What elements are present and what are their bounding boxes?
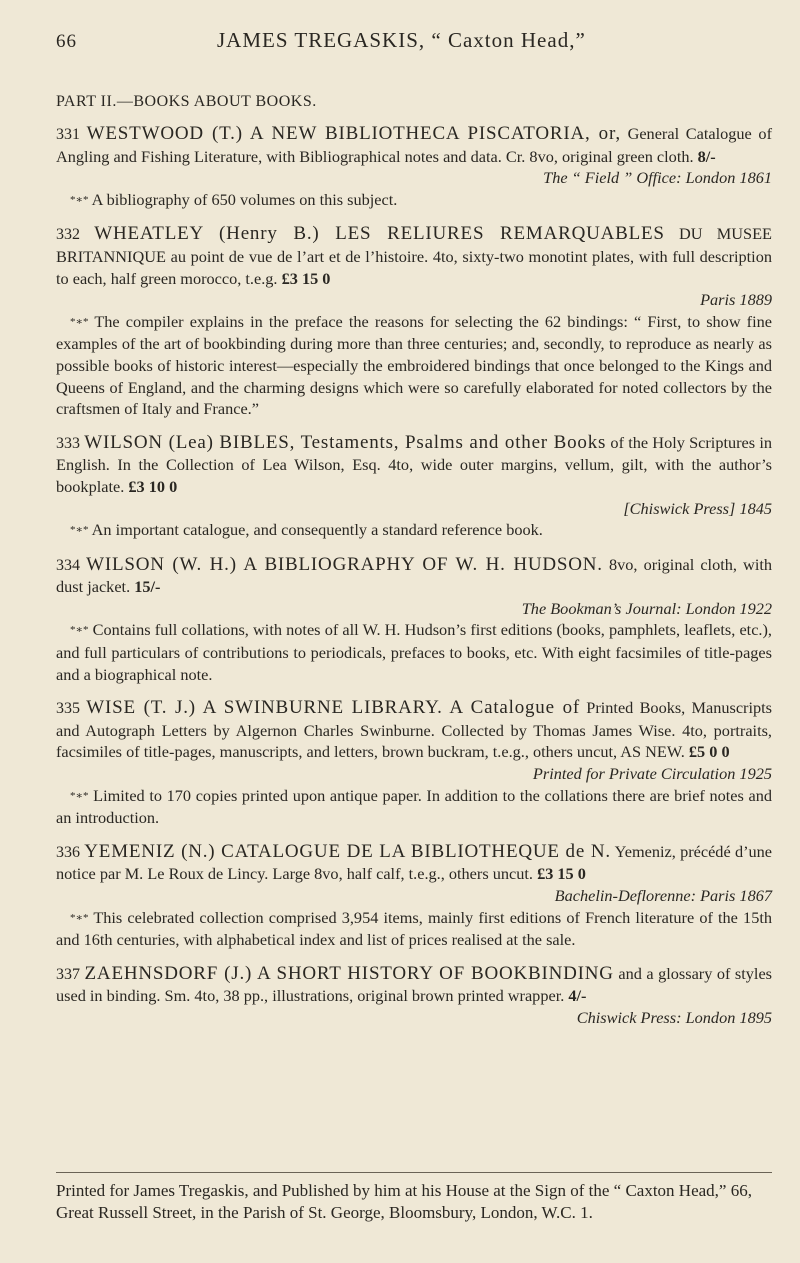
lot-number: 333 [56,434,80,452]
entry-note-text: This celebrated collection comprised 3,954 items, mainly first editions of French literature of the 15th and 16th centuries, with alphabetical index and list of prices realised at the sale. [56,907,772,950]
entry-imprint: The Bookman’s Journal: London 1922 [521,598,772,618]
entry-heading: YEMENIZ (N.) CATALOGUE DE LA BIBLIOTHEQUE de N. [84,840,611,862]
entry-imprint: Chiswick Press: London 1895 [576,1007,772,1027]
entry-note [56,619,772,685]
catalogue-entry [56,963,772,1029]
lot-number: 335 [56,700,80,718]
entry-price: £5 0 0 [688,742,730,762]
catalogue-entry [56,697,772,829]
part-title: PART II.—BOOKS ABOUT BOOKS. [56,93,317,110]
entries-list [56,123,772,1029]
entry-note [56,189,772,212]
lot-number: 334 [56,556,80,574]
entry-heading: ZAEHNSDORF (J.) A SHORT HISTORY OF BOOKBINDING [84,962,614,984]
entry-description: General Catalogue of Angling and Fishing Literature, with Bibliographical notes and data. Cr. 8vo, original green cloth. [56,124,772,166]
entry-note-text: An important catalogue, and consequently a standard reference book. [91,520,543,540]
entry-heading: WISE (T. J.) A SWINBURNE LIBRARY. A Catalogue of [86,697,581,719]
entry-price: 8/- [697,146,716,166]
entry-note-text: The compiler explains in the preface the reasons for selecting the 62 bindings: “ First, to show fine examples of the art of bookbinding during more than three centuries; and, secondly, to reproduce as nearly as possible books of historic interest—especially the embroidered bindings that once belonged to the Kings and Queens of England, and the charming designs which were so carefully elaborated for noted collectors by the craftsmen of Italy and France.” [56,311,772,419]
entry-price: £3 15 0 [281,268,331,288]
entry-description: 8vo, original cloth, with dust jacket. [56,554,773,597]
catalogue-entry [56,554,772,686]
entry-description: Printed Books, Manuscripts and Autograph Letters by Algernon Charles Swinburne. Collected by Thomas James Wise. 4to, portraits, facsimiles of title-pages, manuscripts, and letters, brown buckram, t.e.g., others uncut, AS NEW. [56,698,772,762]
page-header [56,28,772,53]
entry-imprint: Bachelin-Deflorenne: Paris 1867 [554,886,772,905]
entry-description: and a glossary of styles used in binding. Sm. 4to, 38 pp., illustrations, original brown printed wrapper. [56,963,773,1006]
lot-number: 337 [56,965,80,983]
asterism-icon: *∗* [70,193,89,206]
entry-imprint: Printed for Private Circulation 1925 [532,764,772,784]
entry-heading: WILSON (W. H.) A BIBLIOGRAPHY OF W. H. HUDSON. [86,553,603,575]
entry-note [56,519,772,542]
entry-note [56,785,772,829]
entry-note [56,907,772,951]
entry-note-text: Limited to 170 copies printed upon antique paper. In addition to the collations there are brief notes and an introduction. [56,785,773,828]
entry-price: £3 15 0 [537,864,586,884]
entry-price: £3 10 0 [128,476,178,496]
catalogue-entry [56,223,772,419]
asterism-icon: *∗* [70,911,89,924]
catalogue-entry [56,432,772,542]
entry-price: 4/- [568,986,587,1006]
entry-heading: WHEATLEY (Henry B.) LES RELIURES REMARQUABLES [94,223,665,245]
catalogue-entry [56,123,772,211]
lot-number: 331 [56,126,80,143]
running-title: JAMES TREGASKIS, “ Caxton Head,” [217,28,586,52]
entry-note [56,311,772,420]
entry-note-text: Contains full collations, with notes of all W. H. Hudson’s first editions (books, pamphlets, leaflets, etc.), and full particulars of contributions to periodicals, prefaces to books, etc. With eight facsimiles of title-pages and a biographical note. [56,620,772,684]
entry-price: 15/- [134,577,161,597]
entry-heading: WILSON (Lea) BIBLES, Testaments, Psalms and other Books [84,431,607,453]
entry-description: DU MUSEE BRITANNIQUE au point de vue de l’art et de l’histoire. 4to, sixty-two monotint plates, with full description to each, half green morocco, t.e.g. [56,224,772,288]
asterism-icon: *∗* [70,789,89,802]
entry-imprint: [Chiswick Press] 1845 [623,498,772,518]
entry-imprint: Paris 1889 [700,290,772,310]
page-number: 66 [56,31,77,52]
entry-heading: WESTWOOD (T.) A NEW BIBLIOTHECA PISCATORIA, or, [86,123,621,144]
entry-description: of the Holy Scriptures in English. In the Collection of Lea Wilson, Esq. 4to, wide outer margins, vellum, gilt, with the author’s bookplate. [56,432,772,496]
entry-description: Yemeniz, précédé d’une notice par M. Le Roux de Lincy. Large 8vo, half calf, t.e.g., others uncut. [56,841,773,884]
entry-note-text: A bibliography of 650 volumes on this subject. [91,189,398,209]
asterism-icon: *∗* [70,524,89,537]
entry-imprint: The “ Field ” Office: London 1861 [543,168,772,188]
lot-number: 332 [56,226,80,244]
asterism-icon: *∗* [70,315,89,328]
lot-number: 336 [56,843,80,861]
footer-rule [56,1172,772,1173]
asterism-icon: *∗* [70,624,89,637]
catalogue-entry [56,841,772,951]
imprint-footer: Printed for James Tregaskis, and Published by him at his House at the Sign of the “ Caxton Head,” 66, Great Russell Street, in the Parish of St. George, Bloomsbury, London, W.C. 1. [56,1181,752,1222]
